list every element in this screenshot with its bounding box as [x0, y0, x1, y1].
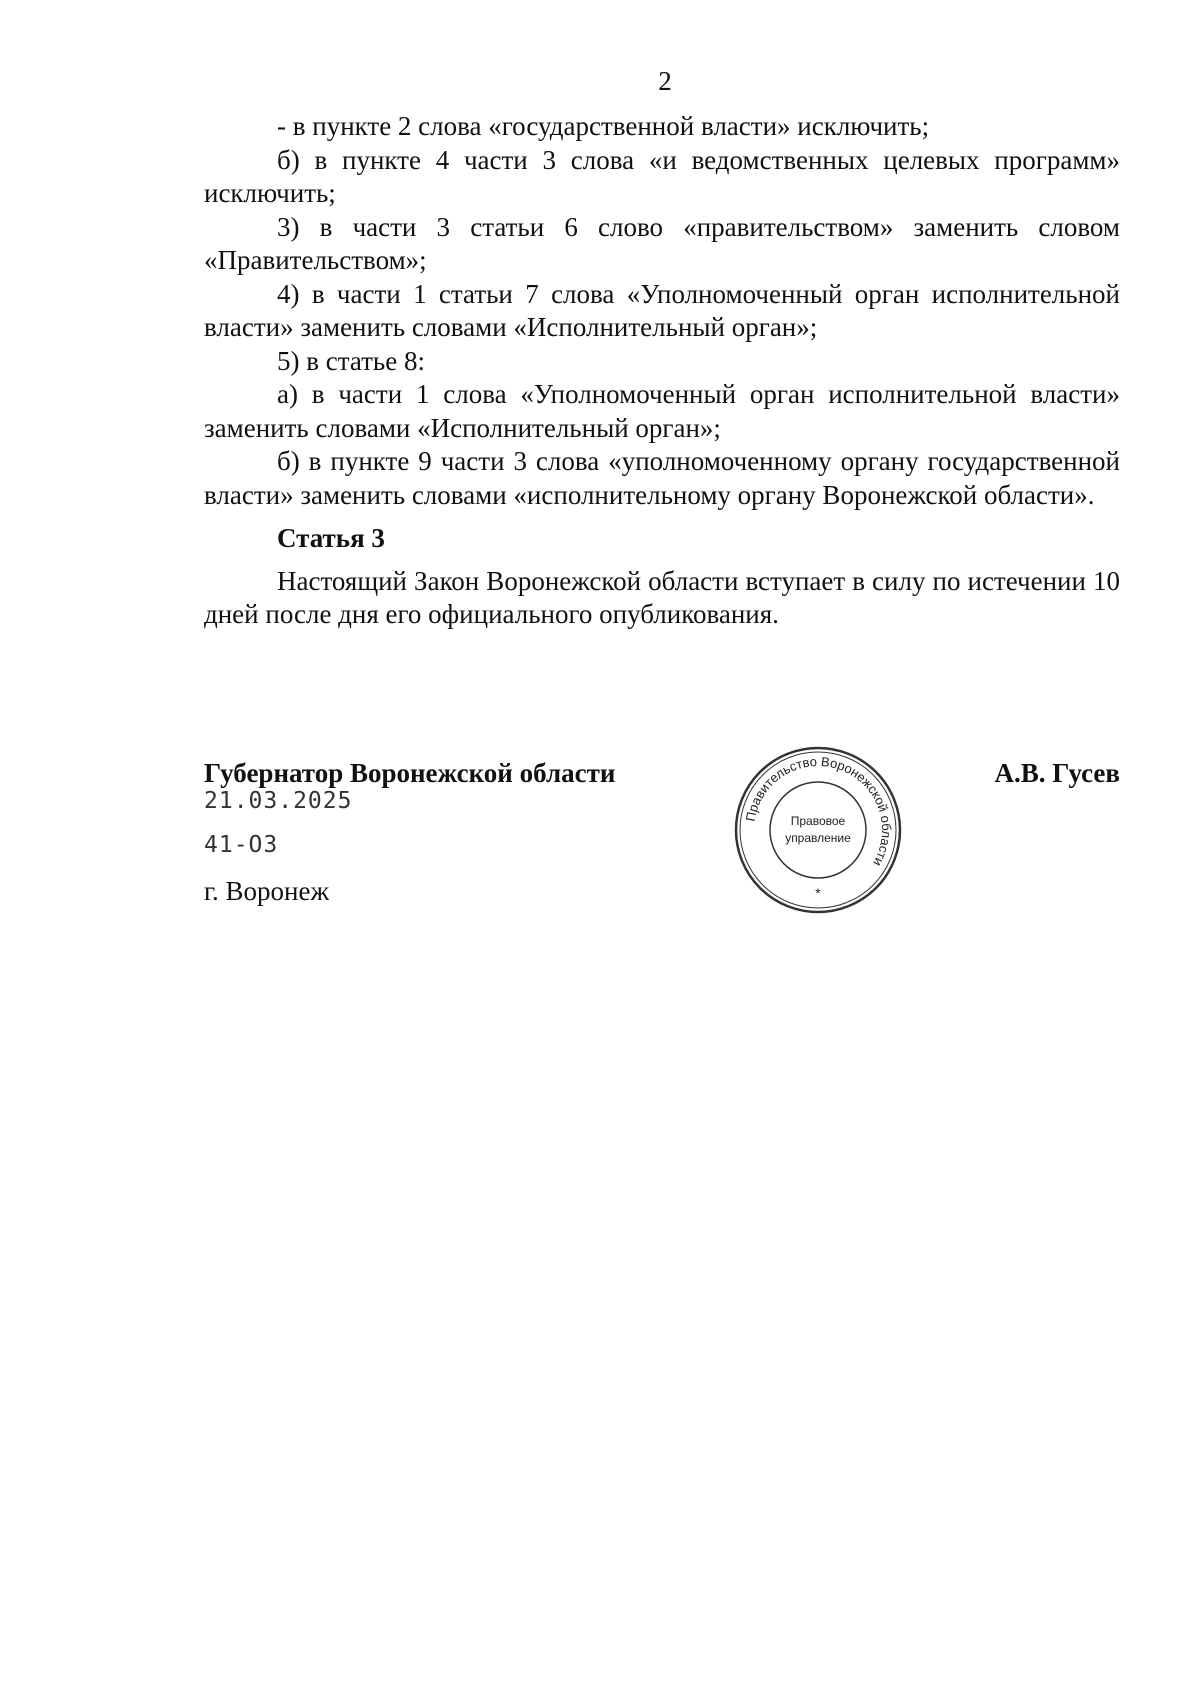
official-seal — [733, 745, 903, 915]
seal-inner-line2: управление — [785, 831, 851, 845]
seal-outer-text: Правительство Воронежской области — [742, 753, 895, 869]
paragraph-4: 4) в части 1 статьи 7 слова «Уполномоченный орган исполнительной власти» заменить словами «Исполнительный орган»; — [204, 278, 1120, 342]
seal-center-ring — [770, 782, 866, 878]
paragraph-3: 3) в части 3 статьи 6 слово «правительством» заменить словом «Правительством»; — [204, 211, 1120, 275]
page-number: 2 — [658, 66, 672, 96]
law-date: 21.03.2025 — [204, 788, 353, 814]
law-number: 41-ОЗ — [204, 832, 279, 858]
paragraph-2: б) в пункте 4 части 3 слова «и ведомственных целевых программ» исключить; — [204, 144, 1120, 208]
seal-inner-line1: Правовое — [790, 814, 846, 828]
paragraph-5: 5) в статье 8: — [277, 345, 425, 376]
article-heading: Статья 3 — [277, 523, 385, 553]
article-text: Настоящий Закон Воронежской области вступает в силу по истечении 10 дней после дня его официального опубликования. — [204, 565, 1120, 629]
seal-star: * — [815, 885, 821, 901]
signature-block — [204, 758, 1120, 918]
document-body — [204, 110, 1120, 632]
paragraph-6: а) в части 1 слова «Уполномоченный орган исполнительной власти» заменить словами «Исполнительный орган»; — [204, 379, 1120, 443]
governor-name: А.В. Гусев — [994, 758, 1120, 788]
governor-title: Губернатор Воронежской области — [204, 758, 616, 788]
paragraph-1: - в пункте 2 слова «государственной власти» исключить; — [277, 111, 930, 141]
city: г. Воронеж — [204, 876, 330, 906]
paragraph-7: б) в пункте 9 части 3 слова «уполномоченному органу государственной власти» заменить словами «исполнительному органу Воронежской области». — [204, 446, 1120, 510]
